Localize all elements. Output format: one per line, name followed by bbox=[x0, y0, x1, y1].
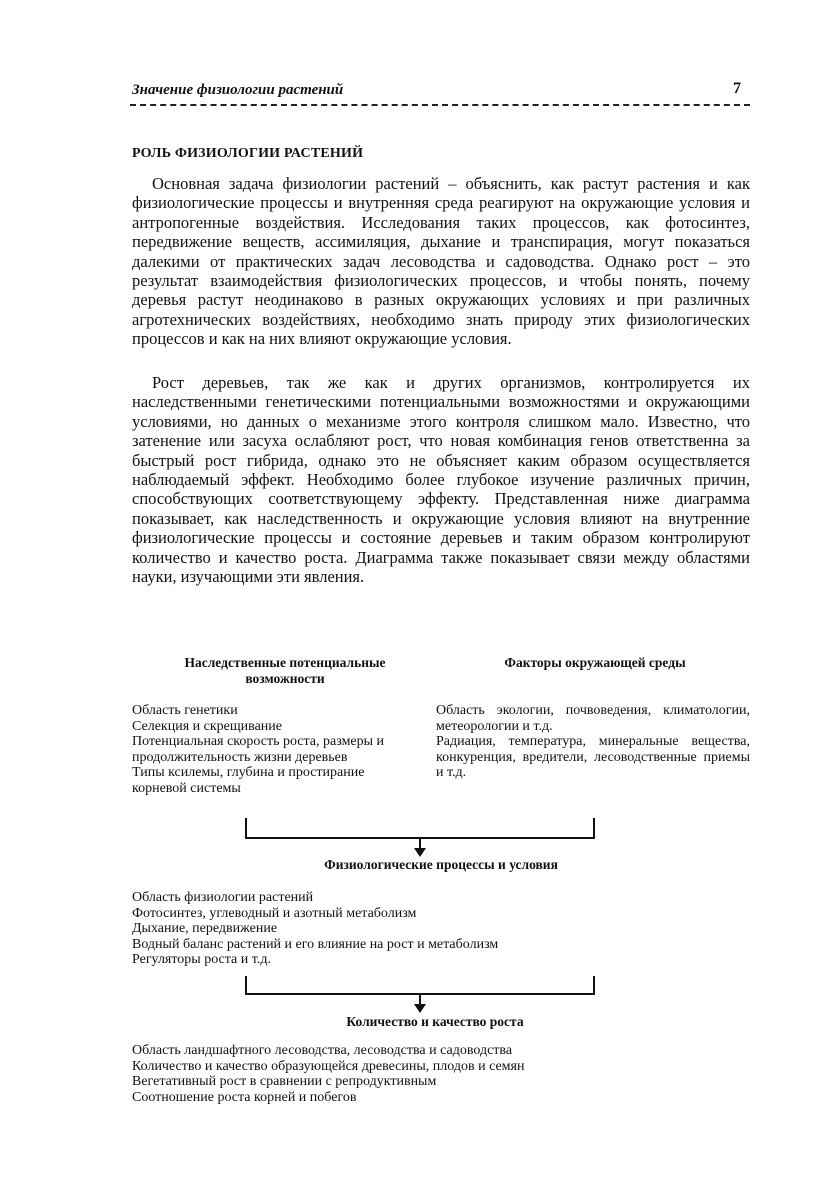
running-title: Значение физиологии растений bbox=[132, 82, 344, 98]
bracket-bottom bbox=[246, 976, 594, 994]
growth-list bbox=[132, 1043, 632, 1105]
environment-heading: Факторы окружающей среды bbox=[504, 655, 686, 670]
section-title: РОЛЬ ФИЗИОЛОГИИ РАСТЕНИЙ bbox=[132, 146, 364, 161]
arrow-bottom-head bbox=[414, 1004, 426, 1013]
physiology-item: Регуляторы роста и т.д. bbox=[132, 952, 271, 967]
bracket-top bbox=[246, 818, 594, 838]
heredity-item: Типы ксилемы, глубина и простирание корневой системы bbox=[132, 765, 365, 796]
growth-heading: Количество и качество роста bbox=[346, 1014, 524, 1029]
growth-item: Количество и качество образующейся древесины, плодов и семян bbox=[132, 1058, 525, 1074]
physiology-item: Фотосинтез, углеводный и азотный метаболизм bbox=[132, 905, 417, 921]
physiology-list bbox=[132, 890, 632, 968]
environment-item: Радиация, температура, минеральные вещества, конкуренция, вредители, лесоводственные приемы и т.д. bbox=[436, 734, 750, 780]
physiology-heading: Физиологические процессы и условия bbox=[324, 857, 558, 872]
physiology-item: Область физиологии растений bbox=[132, 890, 314, 905]
heredity-item: Селекция и скрещивание bbox=[132, 718, 282, 734]
growth-item: Вегетативный рост в сравнении с репродуктивным bbox=[132, 1074, 437, 1089]
growth-item: Область ландшафтного лесоводства, лесоводства и садоводства bbox=[132, 1043, 513, 1058]
heredity-item: Область генетики bbox=[132, 703, 238, 718]
physiology-item: Дыхание, передвижение bbox=[132, 921, 278, 936]
body-paragraph-1: Основная задача физиологии растений – объяснить, как растут растения и как физиологические процессы и внутренняя среда реагируют на окружающие условия и антропогенные воздействия. Исследования таких процессов, как фотосинтез, передвижение веществ, ассимиляция, дыхание и транспирация, могут показаться далекими от практических задач лесоводства и садоводства. Однако рост – это результат взаимодействия физиологических процессов, и чтобы понять, почему деревья растут неодинаково в разных окружающих условиях и при различных агротехнических воздействиях, необходимо знать природу этих физиологических процессов и как на них влияют окружающие условия. bbox=[132, 174, 750, 349]
environment-item: Область экологии, почвоведения, климатологии, метеорологии и т.д. bbox=[436, 703, 750, 734]
heredity-item: Потенциальная скорость роста, размеры и продолжительность жизни деревьев bbox=[132, 734, 385, 765]
arrow-top-head bbox=[414, 848, 426, 857]
body-paragraph-2: Рост деревьев, так же как и других организмов, контролируется их наследственными генетическими потенциальными возможностями и окружающими условиями, но данных о механизме этого контроля слишком мало. Известно, что затенение или засуха ослабляют рост, что новая комбинация генов ответственна за быстрый рост гибрида, однако это не объясняет каким образом осуществляется наблюдаемый эффект. Необходимо более глубокое изучение различных причин, способствующих соответствующему эффекту. Представленная ниже диаграмма показывает, как наследственность и окружающие условия влияют на внутренние физиологические процессы и состояние деревьев и таким образом контролируют количество и качество роста. Диаграмма также показывает связи между областями науки, изучающими эти явления. bbox=[132, 373, 750, 587]
heredity-heading: Наследственные потенциальные возможности bbox=[184, 655, 386, 686]
growth-item: Соотношение роста корней и побегов bbox=[132, 1089, 357, 1105]
page-number: 7 bbox=[733, 80, 741, 97]
physiology-item: Водный баланс растений и его влияние на рост и метаболизм bbox=[132, 936, 499, 952]
